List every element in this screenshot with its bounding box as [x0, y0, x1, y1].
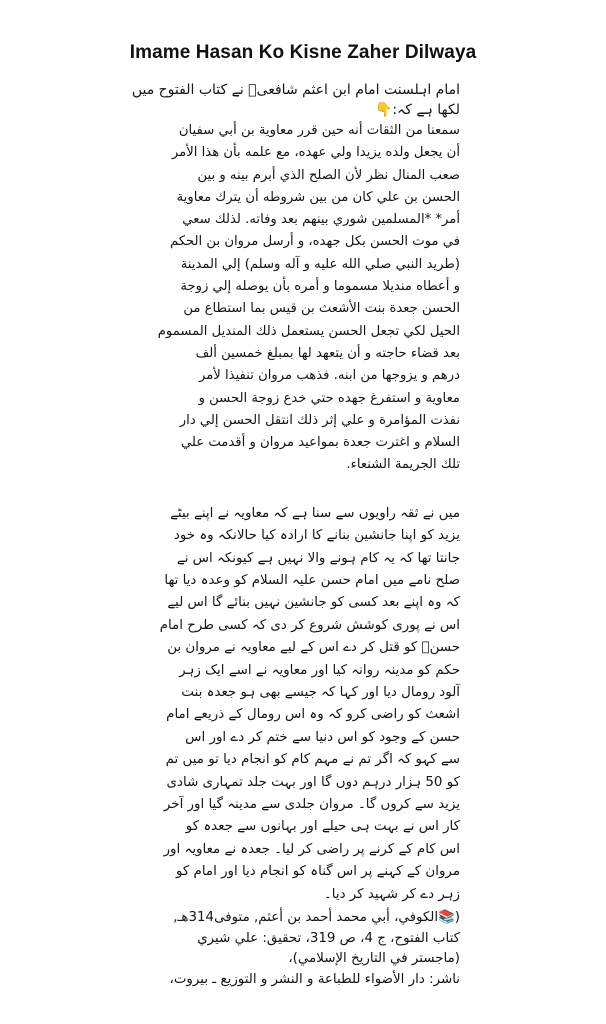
arabic-line: الحيل لكي تجعل الحسن يستعمل ذلك المنديل المسموم: [157, 323, 460, 339]
urdu-line: جانتا تھا کہ یہ کام ہونے والا نہیں ہے کیونکہ اس نے: [176, 550, 460, 566]
urdu-line: یزید کو اپنا جانشین بنانے کا ارادہ کیا حالانکہ وہ خود: [173, 528, 460, 544]
arabic-line: (طريد النبي صلي الله عليه و آله وسلم) إلي المدينة: [180, 256, 460, 272]
urdu-line: یزید سے کروں گا۔ مروان جلدی سے مدینہ گیا اور آخر: [163, 797, 460, 813]
urdu-line: سے کہو کہ اگر تم نے مہم کام کو انجام دیا تو میں تم: [165, 752, 460, 768]
urdu-line: کو 50 ہزار درہم دوں گا اور بہت جلد تمہاری شادی: [166, 774, 460, 790]
urdu-translation-paragraph: [150, 503, 460, 906]
intro-paragraph: [131, 80, 460, 120]
arabic-quote-paragraph: [150, 120, 460, 477]
reference-line: (📚الكوفي، أبي محمد أحمد بن أعثم, متوفى314هـ,: [173, 910, 460, 926]
arabic-line: تلك الجريمة الشنعاء.: [346, 457, 460, 473]
reference-line: كتاب الفتوح، ج 4، ص 319، تحقيق: علي شيري: [197, 930, 460, 946]
urdu-line: آلود رومال دیا اور کہا کہ جیسے بھی ہو جعدہ بنت: [181, 685, 460, 700]
urdu-line: کہ وہ اپنے بعد کسی کو جانشین نہیں بنائے گا اس لیے: [167, 595, 460, 611]
arabic-line: في موت الحسن بكل جهده، و أرسل مروان بن الحكم: [169, 234, 460, 250]
arabic-line: صعب المنال نظر لأن الصلح الذي أبرم بينه و بين: [197, 167, 460, 183]
urdu-line: حسن کے وجود کو اس دنیا سے ختم کر دے اور اس: [185, 729, 460, 745]
arabic-line: بعد قضاء حاجته و أن يتعهد لها بمبلغ خمسين ألف: [195, 345, 460, 361]
reference-line: ناشر: دار الأضواء للطباعة و النشر و التوزيع ـ بيروت،: [169, 971, 460, 987]
arabic-line: نفذت المؤامرة و علي إثر ذلك انتقل الحسن إلي دار: [179, 412, 460, 428]
arabic-line: السلام و اغترت جعدة بمواعيد مروان و أقدمت علي: [180, 435, 460, 451]
urdu-line: مروان کے کہنے پر اس گناہ کو انجام دیا اور امام کو: [176, 864, 460, 880]
arabic-line: أمر* *المسلمين شوري بينهم بعد وفاته. لذلك سعي: [182, 212, 460, 228]
reference-citation: [150, 908, 460, 990]
urdu-line: حسنؑ کو قتل کر دے اس کے لیے معاویہ نے مروان بن: [167, 640, 460, 656]
arabic-line: درهم و يزوجها من ابنه. فذهب مروان تنفيذا لأمر: [198, 368, 460, 384]
reference-line: (ماجستر في التاريخ الإسلامي)،: [288, 951, 460, 967]
urdu-line: میں نے ثقہ راویوں سے سنا ہے کہ معاویہ نے اپنے بیٹے: [170, 505, 460, 521]
arabic-line: و أعطاه منديلا مسموما و أمره بأن يوصله إلي زوجة: [180, 279, 460, 295]
arabic-line: الحسن بن علي كان من بين شروطه أن يترك معاوية: [176, 189, 460, 205]
urdu-line: اس کام کے کرنے پر راضی کر لیا۔ جعدہ نے معاویہ اور: [163, 841, 460, 857]
urdu-line: کار اس نے بہت ہی حیلے اور بہانوں سے جعدہ کو: [185, 819, 460, 835]
urdu-line: اشعث کو راضی کرو کہ وہ اس رومال کے ذریعے امام: [166, 707, 460, 723]
arabic-line: أن يجعل ولده يزيدا ولي عهده، مع علمه بأن هذا الأمر: [171, 145, 460, 161]
arabic-line: معاوية و استفرغ جهده حتي خدع زوجة الحسن و: [198, 390, 460, 406]
intro-line: امام اہلسنت امام ابن اعثم شافعیؒ نے کتاب الفتوح میں: [131, 82, 460, 98]
page-title: Imame Hasan Ko Kisne Zaher Dilwaya: [129, 42, 477, 63]
urdu-line: زہر دے کر شہید کر دیا۔: [323, 886, 460, 902]
urdu-line: حکم کو مدینہ روانہ کیا اور معاویہ نے اسے ایک زہر: [179, 662, 460, 678]
intro-line: لکھا ہے کہ:👇: [374, 102, 460, 118]
urdu-line: صلح نامے میں امام حسن علیہ السلام کو وعدہ دیا تھا: [164, 572, 460, 588]
arabic-line: الحسن جعدة بنت الأشعث بن قيس بما استطاع من: [183, 301, 460, 317]
document-body: [131, 80, 460, 990]
arabic-line: سمعنا من الثقات أنه حين قرر معاوية بن أبي سفيان: [178, 123, 460, 138]
urdu-line: اس نے پوری کوشش شروع کر دی کہ کسی طرح امام: [159, 617, 460, 633]
